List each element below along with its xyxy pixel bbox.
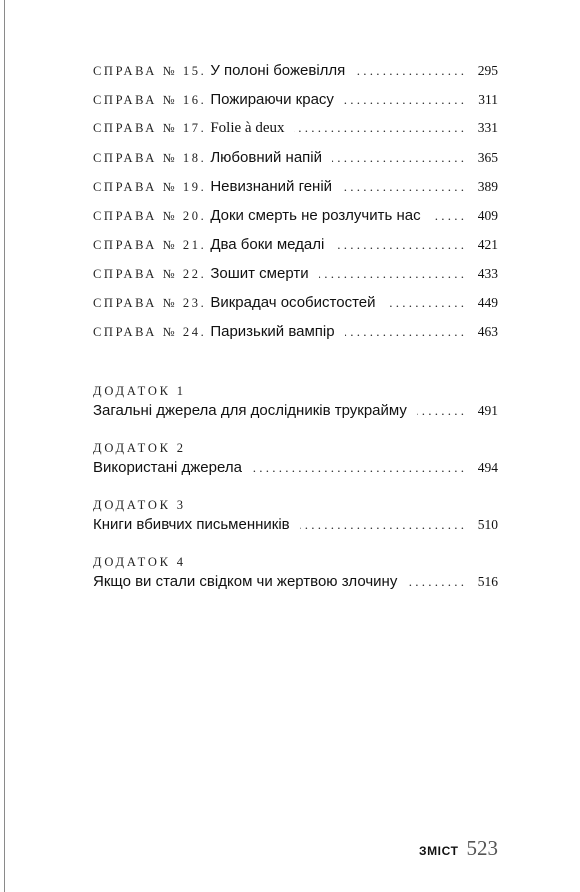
page-number: 389 [477, 179, 498, 194]
page-number: 433 [477, 266, 498, 281]
toc-entry-case-15[interactable] [93, 62, 498, 91]
dot-leader [417, 403, 464, 419]
toc-entry-case-24[interactable] [93, 323, 498, 352]
page-number: 494 [477, 460, 498, 475]
toc-entry-case-19[interactable] [93, 178, 498, 207]
page-number: 311 [478, 92, 498, 107]
toc-entry-case-21[interactable] [93, 236, 498, 265]
page-number: 449 [477, 295, 498, 310]
appendix-4[interactable] [93, 551, 498, 595]
appendix-3[interactable] [93, 494, 498, 538]
case-title: Паризький вампір [210, 323, 335, 340]
toc-entry-case-23[interactable] [93, 294, 498, 323]
table-of-contents-cases [93, 62, 498, 352]
page-number: 295 [477, 63, 498, 78]
appendix-entry [93, 516, 498, 538]
appendix-title: Загальні джерела для дослідників трукрайму [93, 402, 407, 419]
case-label: СПРАВА № 19. [93, 180, 207, 194]
appendix-heading: ДОДАТОК 4 [93, 555, 186, 569]
dot-leader [345, 324, 464, 340]
case-label: СПРАВА № 22. [93, 267, 207, 281]
case-title: Folie à deux [210, 120, 285, 136]
dot-leader [355, 63, 464, 79]
appendix-entry [93, 402, 498, 424]
case-title: Невизнаний геній [210, 178, 333, 195]
case-label: СПРАВА № 24. [93, 325, 207, 339]
toc-entry-case-16[interactable] [93, 91, 498, 120]
appendix-2[interactable] [93, 437, 498, 481]
appendix-1[interactable] [93, 380, 498, 424]
page-number: 331 [477, 120, 498, 135]
dot-leader [342, 179, 464, 195]
page-edge-line [4, 0, 5, 892]
toc-entry-case-18[interactable] [93, 149, 498, 178]
appendix-heading: ДОДАТОК 2 [93, 441, 186, 455]
appendix-entry [93, 459, 498, 481]
dot-leader [431, 208, 464, 224]
appendix-title: Якщо ви стали свідком чи жертвою злочину [93, 573, 398, 590]
page-number: 491 [477, 403, 498, 418]
case-title: Доки смерть не розлучить нас [210, 207, 421, 224]
dot-leader [252, 460, 464, 476]
case-title: Викрадач особистостей [210, 294, 376, 311]
page-number: 516 [477, 574, 498, 589]
case-label: СПРАВА № 20. [93, 209, 207, 223]
toc-entry-case-17[interactable] [93, 120, 498, 149]
appendix-title: Книги вбивчих письменників [93, 516, 290, 533]
dot-leader [300, 517, 464, 533]
appendix-heading: ДОДАТОК 3 [93, 498, 186, 512]
dot-leader [386, 295, 465, 311]
page-number: 409 [477, 208, 498, 223]
footer-page-number: 523 [466, 836, 498, 860]
case-title: Два боки медалі [210, 236, 325, 253]
dot-leader [319, 266, 464, 282]
case-label: СПРАВА № 23. [93, 296, 207, 310]
case-title: Любовний напій [210, 149, 322, 166]
case-title: Пожираючи красу [210, 91, 334, 108]
case-label: СПРАВА № 16. [93, 93, 207, 107]
page-number: 365 [477, 150, 498, 165]
case-label: СПРАВА № 21. [93, 238, 207, 252]
footer-section-label: ЗМІСТ [418, 844, 459, 858]
page-number: 510 [477, 517, 498, 532]
case-title: Зошит смерти [210, 265, 309, 282]
toc-entry-case-20[interactable] [93, 207, 498, 236]
dot-leader [294, 120, 464, 136]
case-label: СПРАВА № 18. [93, 151, 207, 165]
case-label: СПРАВА № 15. [93, 64, 207, 78]
page-number: 421 [477, 237, 498, 252]
dot-leader [344, 92, 464, 108]
appendix-heading: ДОДАТОК 1 [93, 384, 186, 398]
case-title: У полоні божевілля [210, 62, 346, 79]
page-number: 463 [477, 324, 498, 339]
appendix-entry [93, 573, 498, 595]
dot-leader [407, 574, 464, 590]
appendix-title: Використані джерела [93, 459, 242, 476]
toc-entry-case-22[interactable] [93, 265, 498, 294]
dot-leader [332, 150, 464, 166]
page-footer [419, 836, 498, 861]
case-label: СПРАВА № 17. [93, 121, 207, 135]
dot-leader [334, 237, 464, 253]
